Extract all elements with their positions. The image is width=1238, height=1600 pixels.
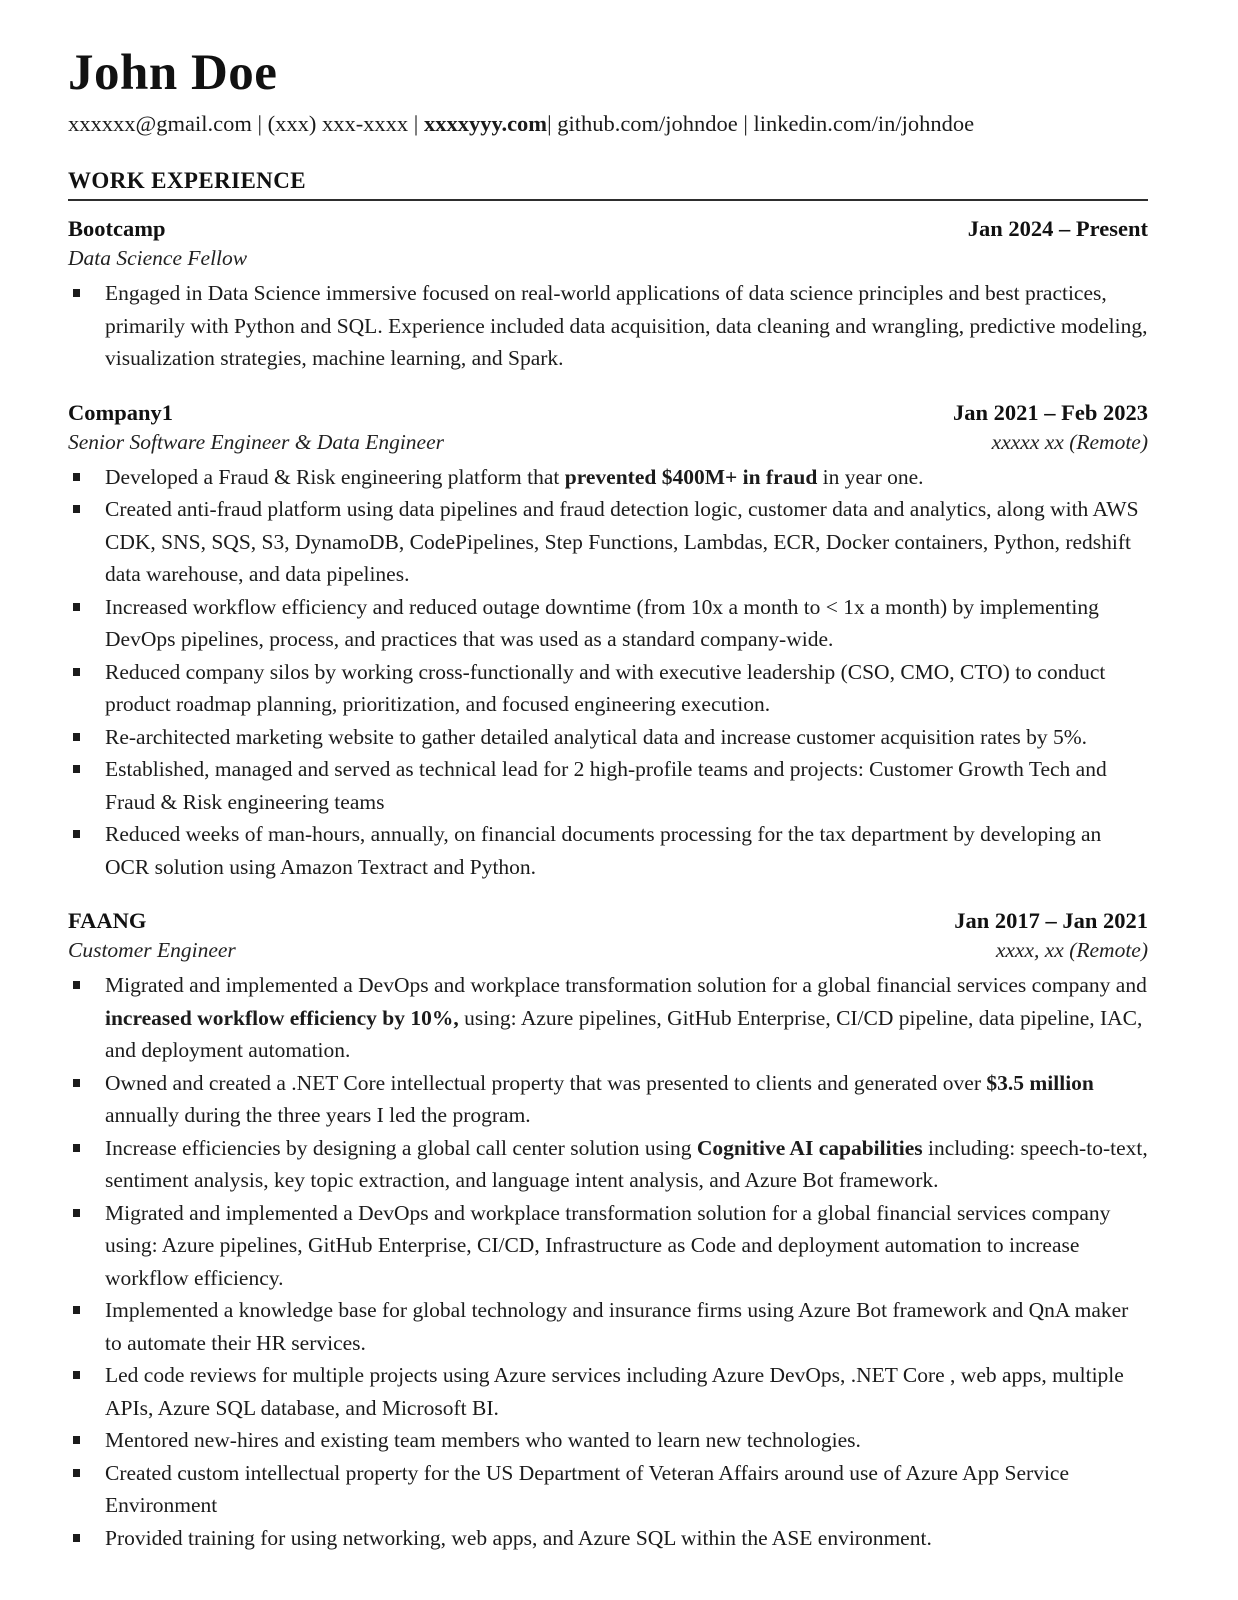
bullet-item: Increased workflow efficiency and reduced outage downtime (from 10x a month to < 1x a month) by implementing DevOps pipelines, process, and practices that was used as a standard company-wide. [68,591,1148,656]
job-entry [68,399,1148,884]
bullet-item: Established, managed and served as technical lead for 2 high-profile teams and projects: Customer Growth Tech and Fraud & Risk engineering teams [68,753,1148,818]
contact-line: xxxxxx@gmail.com | (xxx) xxx-xxxx | xxxxyyy.com| github.com/johndoe | linkedin.com/in/johndoe [68,111,975,137]
work-experience-section [68,168,1148,1554]
bullet-item: Engaged in Data Science immersive focused on real-world applications of data science principles and best practices, primarily with Python and SQL. Experience included data acquisition, data cleaning and wrangling, predictive modeling, visualization strategies, machine learning, and Spark. [68,277,1148,375]
section-title-work-experience: WORK EXPERIENCE [68,168,1148,201]
person-name: John Doe [68,45,278,101]
job-bullets [68,277,1148,375]
job-dates: Jan 2024 – Present [967,216,1148,242]
bullet-item: Reduced company silos by working cross-functionally and with executive leadership (CSO, CMO, CTO) to conduct product roadmap planning, prioritization, and focused engineering execution. [68,656,1148,721]
job-subrow [68,429,1148,456]
job-subrow [68,245,1148,272]
job-role: Data Science Fellow [68,246,248,271]
job-role: Senior Software Engineer & Data Engineer [68,429,444,454]
bullet-item: Developed a Fraud & Risk engineering platform that prevented $400M+ in fraud in year one. [68,461,1148,494]
job-head-row [68,215,1148,243]
resume-header [68,46,1148,138]
bullet-item: Migrated and implemented a DevOps and workplace transformation solution for a global financial services company and increased workflow efficiency by 10%, using: Azure pipelines, GitHub Enterprise, CI/CD pipeline, data pipeline, IAC, and deployment automation. [68,969,1148,1067]
job-company: Company1 [68,399,174,425]
bullet-item: Increase efficiencies by designing a global call center solution using Cognitive AI capabilities including: speech-to-text, sentiment analysis, key topic extraction, and language intent analysis, and Azure Bot framework. [68,1132,1148,1197]
bullet-item: Implemented a knowledge base for global technology and insurance firms using Azure Bot framework and QnA maker to automate their HR services. [68,1294,1148,1359]
job-dates: Jan 2021 – Feb 2023 [952,399,1148,425]
bullet-item: Created anti-fraud platform using data pipelines and fraud detection logic, customer data and analytics, along with AWS CDK, SNS, SQS, S3, DynamoDB, CodePipelines, Step Functions, Lambdas, ECR, Docker containers, Python, redshift data warehouse, and data pipelines. [68,493,1148,591]
bullet-item: Created custom intellectual property for the US Department of Veteran Affairs around use of Azure App Service Environment [68,1457,1148,1522]
bullet-item: Owned and created a .NET Core intellectual property that was presented to clients and generated over $3.5 million annually during the three years I led the program. [68,1067,1148,1132]
job-bullets [68,461,1148,884]
job-location: xxxx, xx (Remote) [995,938,1148,963]
job-head-row [68,399,1148,427]
bullet-item: Led code reviews for multiple projects using Azure services including Azure DevOps, .NET Core , web apps, multiple APIs, Azure SQL database, and Microsoft BI. [68,1359,1148,1424]
job-role: Customer Engineer [68,938,236,963]
bullet-item: Reduced weeks of man-hours, annually, on financial documents processing for the tax department by developing an OCR solution using Amazon Textract and Python. [68,818,1148,883]
bullet-item: Mentored new-hires and existing team members who wanted to learn new technologies. [68,1424,1148,1457]
job-subrow [68,937,1148,964]
bullet-item: Re-architected marketing website to gather detailed analytical data and increase customer acquisition rates by 5%. [68,721,1148,754]
job-company: Bootcamp [68,216,166,242]
job-entry [68,907,1148,1554]
job-bullets [68,969,1148,1554]
job-company: FAANG [68,908,147,934]
bullet-item: Provided training for using networking, web apps, and Azure SQL within the ASE environment. [68,1522,1148,1555]
job-location: xxxxx xx (Remote) [991,429,1148,454]
job-head-row [68,907,1148,935]
job-dates: Jan 2017 – Jan 2021 [954,908,1148,934]
bullet-item: Migrated and implemented a DevOps and workplace transformation solution for a global financial services company using: Azure pipelines, GitHub Enterprise, CI/CD, Infrastructure as Code and deployment automation to increase workflow efficiency. [68,1197,1148,1295]
jobs-list [68,215,1148,1554]
job-entry [68,215,1148,375]
